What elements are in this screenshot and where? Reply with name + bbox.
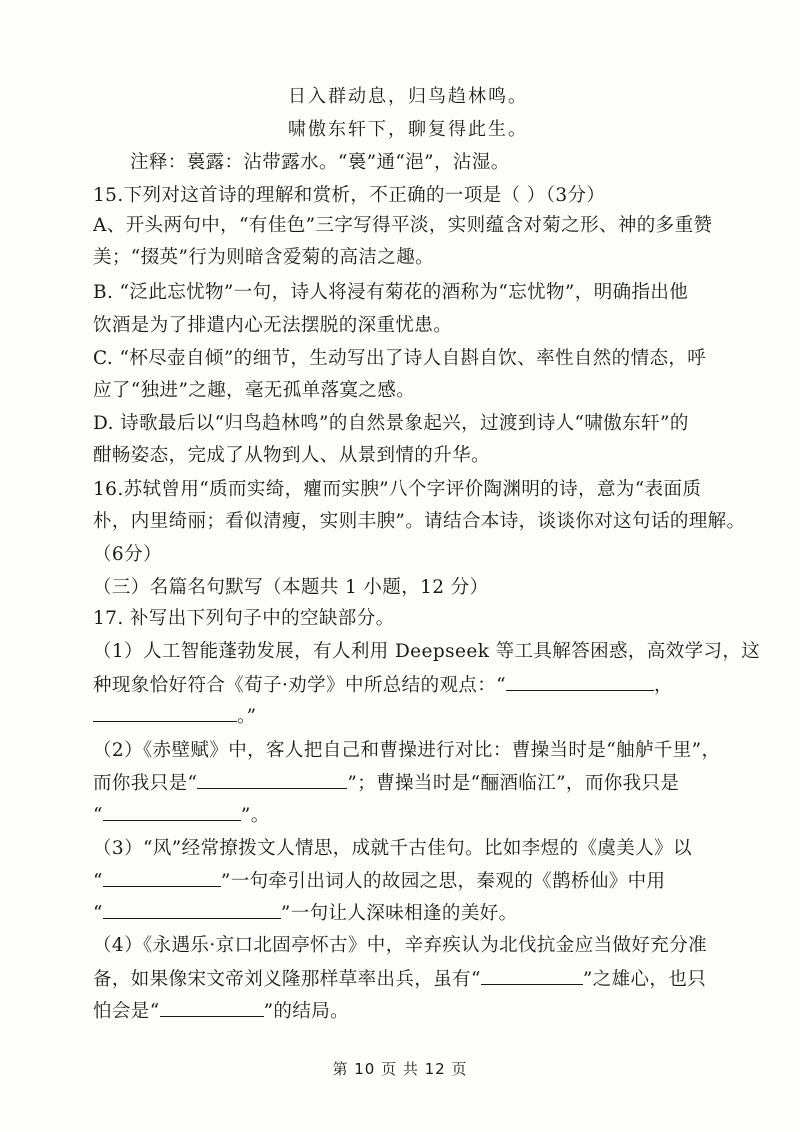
q15-option-d-line1: D. 诗歌最后以“归鸟趋林鸣”的自然景象起兴，过渡到诗人“啸傲东轩”的 (93, 413, 689, 434)
q17-part3-text-a: “ (93, 871, 103, 892)
q15-option-a-line2: 美；“掇英”行为则暗含爱菊的高洁之趣。 (93, 247, 435, 268)
q17-part1-text-c: 。” (237, 706, 257, 727)
page-number-footer: 第 10 页 共 12 页 (332, 1060, 468, 1078)
q17-part2-text-b: ”；曹操当时是“酾酒临江”，而你我只是 (347, 773, 680, 794)
q17-part2-text-d: ”。 (240, 805, 270, 826)
q17-part3-text-d: ”一句让人深味相逢的美好。 (280, 903, 518, 924)
answer-blank-5[interactable] (103, 868, 221, 887)
q15-stem: 15.下列对这首诗的理解和赏析，不正确的一项是（ ）（3分） (93, 185, 606, 206)
q17-part3-line2 (93, 868, 665, 895)
poem-line-2: 啸傲东轩下，聊复得此生。 (288, 119, 528, 140)
poem-annotation: 注释：裛露：沾带露水。“裛”通“浥”，沾湿。 (130, 152, 510, 173)
q17-part1-text-a: 种现象恰好符合《荀子·劝学》中所总结的观点：“ (93, 675, 507, 696)
answer-blank-7[interactable] (481, 966, 583, 985)
q16-line2: 朴，内里绮丽；看似清瘦，实则丰腴”。请结合本诗，谈谈你对这句话的理解。 (93, 511, 746, 532)
q17-part1-line2 (93, 672, 673, 699)
q16-line1: 16.苏轼曾用“质而实绮，癯而实腴”八个字评价陶渊明的诗，意为“表面质 (93, 479, 702, 500)
q17-part3-line1: （3）“风”经常撩拨文人情思，成就千古佳句。比如李煜的《虞美人》以 (93, 838, 692, 859)
q17-part2-text-a: 而你我只是“ (93, 773, 198, 794)
answer-blank-3[interactable] (197, 770, 347, 789)
q15-option-d-line2: 酣畅姿态，完成了从物到人、从景到情的升华。 (93, 445, 490, 466)
q15-option-c-line2: 应了“独进”之趣，毫无孤单落寞之感。 (93, 380, 416, 401)
q17-part1-line1: （1）人工智能蓬勃发展，有人利用 Deepseek 等工具解答困惑，高效学习，这 (93, 641, 761, 662)
q15-option-b-line2: 饮酒是为了排遣内心无法摆脱的深重忧患。 (93, 315, 453, 336)
q17-part4-text-a: 备，如果像宋文帝刘义隆那样草率出兵，虽有“ (93, 969, 481, 990)
section-3-heading: （三）名篇名句默写（本题共 1 小题，12 分） (93, 577, 489, 598)
q16-score: （6分） (93, 544, 162, 565)
q15-option-c-line1: C. “杯尽壶自倾”的细节，生动写出了诗人自斟自饮、率性自然的情态，呼 (93, 348, 707, 369)
q17-part2-text-c: “ (93, 805, 103, 826)
q17-part4-text-c: 怕会是“ (93, 1001, 160, 1022)
q17-part4-text-d: ”的结局。 (263, 1001, 350, 1022)
q17-part3-text-b: ”一句牵引出词人的故园之思，秦观的《鹊桥仙》中用 (220, 871, 666, 892)
q17-part4-line1: （4）《永遇乐·京口北固亭怀古》中，辛弃疾认为北伐抗金应当做好充分准 (93, 935, 708, 956)
answer-blank-1[interactable] (506, 672, 654, 691)
q17-part4-line2 (93, 966, 706, 993)
q17-part4-line3 (93, 998, 349, 1025)
q17-part1-line3 (93, 703, 257, 730)
answer-blank-4[interactable] (103, 802, 241, 821)
q17-part2-line1: （2）《赤壁赋》中，客人把自己和曹操进行对比：曹操当时是“舳舻千里”， (93, 740, 721, 761)
q17-part2-line3 (93, 802, 270, 829)
answer-blank-8[interactable] (160, 998, 264, 1017)
q17-part3-text-c: “ (93, 903, 103, 924)
q17-title: 17. 补写出下列句子中的空缺部分。 (93, 608, 395, 629)
q15-option-a-line1: A、开头两句中，“有佳色”三字写得平淡，实则蕴含对菊之形、神的多重赞 (93, 215, 713, 236)
q17-part3-line3 (93, 900, 518, 927)
poem-line-1: 日入群动息，归鸟趋林鸣。 (288, 86, 528, 107)
answer-blank-6[interactable] (103, 900, 281, 919)
q17-part1-text-b: ， (654, 675, 673, 696)
q15-option-b-line1: B. “泛此忘忧物”一句，诗人将浸有菊花的酒称为“忘忧物”，明确指出他 (93, 282, 689, 303)
q17-part2-line2 (93, 770, 679, 797)
q17-part4-text-b: ”之雄心，也只 (582, 969, 707, 990)
answer-blank-2[interactable] (93, 703, 237, 722)
